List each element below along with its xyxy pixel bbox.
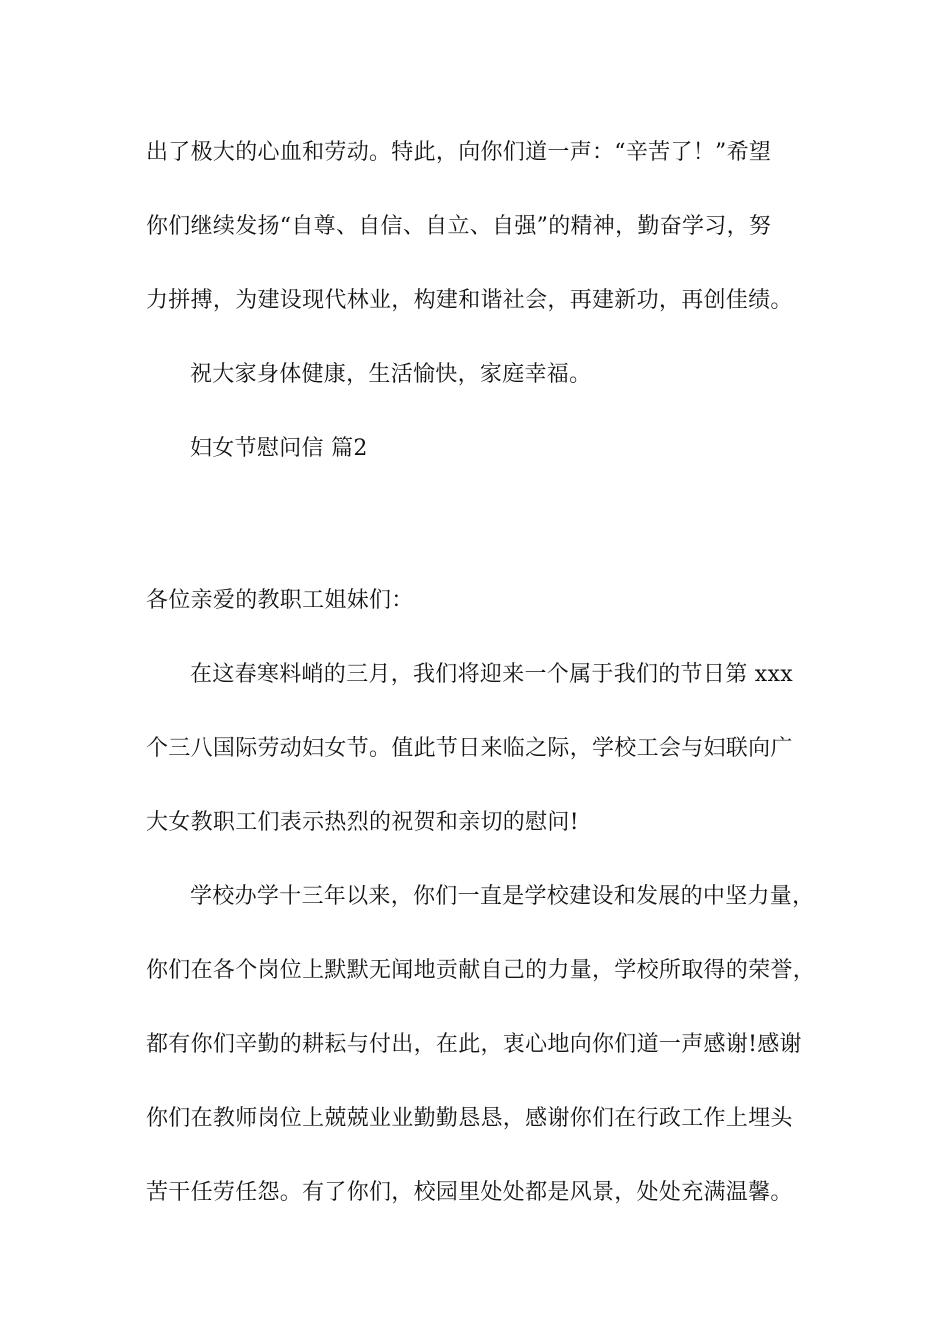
body-line: 你们继续发扬“自尊、自信、自立、自强”的精神，勤奋学习，努 (146, 214, 772, 239)
salutation: 各位亲爱的教职工姐妹们： (146, 588, 414, 613)
body-line: 你们在教师岗位上兢兢业业勤勤恳恳，感谢你们在行政工作上埋头 (146, 1106, 793, 1131)
body-line: 大女教职工们表示热烈的祝贺和亲切的慰问! (146, 810, 579, 835)
body-line: 在这春寒料峭的三月，我们将迎来一个属于我们的节日第 xxx (190, 662, 793, 687)
body-line: 力拼搏，为建设现代林业，构建和谐社会，再建新功，再创佳绩。 (146, 288, 793, 313)
body-line: 都有你们辛勤的耕耘与付出，在此，衷心地向你们道一声感谢!感谢 (146, 1032, 802, 1057)
body-line: 个三八国际劳动妇女节。值此节日来临之际，学校工会与妇联向广 (146, 736, 793, 761)
section-heading: 妇女节慰问信 篇2 (190, 436, 368, 461)
blessing-line: 祝大家身体健康，生活愉快，家庭幸福。 (190, 362, 592, 387)
body-line: 学校办学十三年以来，你们一直是学校建设和发展的中坚力量， (190, 884, 815, 909)
body-line: 出了极大的心血和劳动。特此，向你们道一声：“辛苦了！”希望 (146, 140, 772, 165)
body-line: 你们在各个岗位上默默无闻地贡献自己的力量，学校所取得的荣誉， (146, 958, 816, 983)
body-line: 苦干任劳任怨。有了你们，校园里处处都是风景，处处充满温馨。 (146, 1180, 793, 1205)
